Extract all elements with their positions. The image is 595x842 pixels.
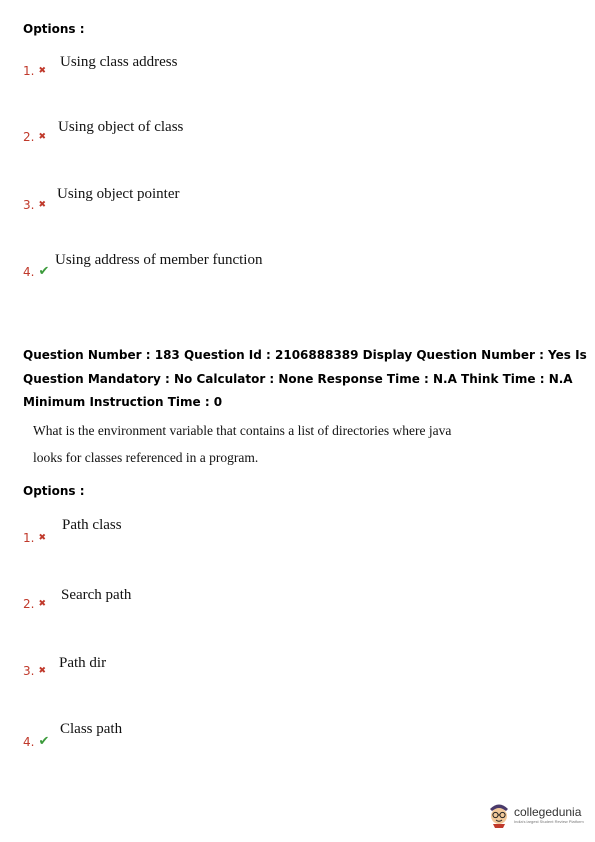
options-label: Options :	[23, 484, 85, 498]
option-number: 4. ✔	[23, 264, 50, 279]
option-number: 3. ✖	[23, 664, 46, 678]
option-number: 3. ✖	[23, 198, 46, 212]
option-text: Path class	[62, 517, 122, 533]
question-meta: Question Number : 183 Question Id : 2106888389 Display Question Number : Yes Is Question Mandatory : No Calculator : None Response Time : N.A Think Time : N.A Minimum Instruction Time : 0	[23, 348, 587, 409]
options-label: Options :	[23, 22, 85, 36]
option-text: Using object of class	[58, 119, 184, 135]
checkmark-icon: ✔	[38, 734, 50, 749]
option-number: 2. ✖	[23, 597, 46, 611]
option-text: Path dir	[59, 655, 107, 671]
cross-icon: ✖	[38, 666, 46, 676]
option-text: Search path	[61, 587, 132, 603]
option-number: 1. ✖	[23, 64, 46, 78]
cross-icon: ✖	[38, 132, 46, 142]
cross-icon: ✖	[38, 599, 46, 609]
option-number: 1. ✖	[23, 531, 46, 545]
option-text: Using object pointer	[57, 186, 180, 202]
option-number: 2. ✖	[23, 130, 46, 144]
option-text: Class path	[60, 721, 123, 737]
checkmark-icon: ✔	[38, 264, 50, 279]
mascot-icon	[487, 800, 511, 828]
cross-icon: ✖	[38, 533, 46, 543]
cross-icon: ✖	[38, 66, 46, 76]
collegedunia-logo: collegedunia India's largest Student Review Platform	[487, 800, 584, 828]
cross-icon: ✖	[38, 200, 46, 210]
question-text-line: What is the environment variable that contains a list of directories where java	[33, 423, 452, 438]
option-number: 4. ✔	[23, 734, 50, 749]
option-text: Using class address	[60, 54, 178, 70]
option-text: Using address of member function	[55, 252, 263, 268]
question-text-line: looks for classes referenced in a program.	[33, 450, 259, 465]
